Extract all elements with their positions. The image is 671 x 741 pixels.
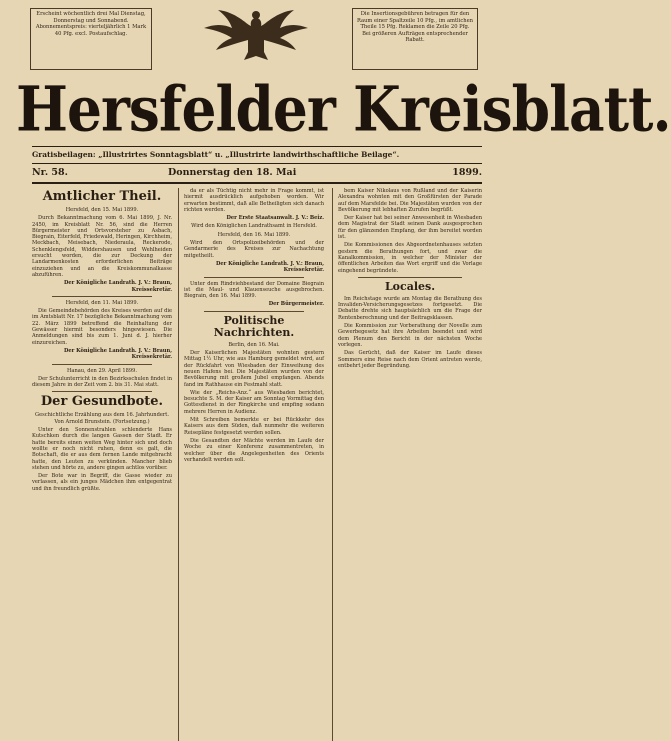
- column-3: [338, 188, 482, 741]
- separator: [52, 364, 152, 365]
- separator: [204, 277, 304, 278]
- signature: Der Königliche Landrath. J. V.: Braun, Kreissekretär.: [64, 347, 172, 361]
- article-paragraph: Der Kaiserlichen Majestäten wohnten gestern Mittag 1½ Uhr, wie aus Hamburg gemeldet wird, auf der Rückfahrt von Wiesbaden der Einweihung des neuen Hafens bei. Die Majestäten wurden von der Bevölkerung mit großem Jubel empfangen. Abends fand im Rathhause ein Festmahl statt.: [184, 350, 324, 388]
- article-paragraph: Im Reichstage wurde am Montag die Berathung des Invaliden-Versicherungsgesetzes fortgesetzt. Die Debatte drehte sich hauptsächlich um die Frage der Rentenberechnung und der Beitragsklassen.: [338, 295, 482, 321]
- section-heading-serial: Der Gesundbote.: [40, 394, 164, 410]
- column-1: [32, 188, 172, 741]
- article-paragraph: Durch Bekanntmachung vom 6. Mai 1899, J. Nr. 2450, im Kreisblatt Nr. 56, sind die Herren Bürgermeister und Ortsvorsteher zu Asbach, Biegrain, Eiterfeld, Friedewald, Heringen, Kirchheim, Meckbach, Meisebach, Niederaula, Reckerode, Schenklengsfeld, Widdershausen und Wehlheiden ersucht worden, die zur Deckung der Landarmenkosten erforderlichen Beiträge einzuziehen und an die Kreiskommunalkasse abzuführen.: [32, 215, 172, 278]
- separator: [52, 391, 152, 392]
- divider-middle: [32, 163, 482, 164]
- article-paragraph: Der Schulunterricht in den Bezirksschulen findet in diesem Jahre in der Zeit vom 2. bis 31. Mai statt.: [32, 375, 172, 389]
- section-heading-local: Locales.: [384, 279, 436, 293]
- separator: [358, 277, 462, 278]
- newspaper-title: Hersfelder Kreisblatt.: [16, 71, 671, 146]
- dateline-paragraph: Hersfeld, den 16. Mai 1899.: [217, 231, 291, 238]
- column-rule: [178, 188, 179, 741]
- article-paragraph: Der Bote war in Begriff, die Gasse wieder zu verlassen, als ein junges Mädchen ihm entgegentrat und ihn freundlich grüßte.: [32, 473, 172, 492]
- issue-date: Donnerstag den 18. Mai: [168, 167, 297, 178]
- article-paragraph: Wird den Ortspolizeibehörden und der Gendarmerie des Kreises zur Nachachtung mitgetheilt.: [184, 240, 324, 259]
- subscription-info-box: [30, 8, 152, 70]
- advertising-rates-text: Die Insertionsgebühren betragen für den Raum einer Spaltzeile 10 Pfg., im amtlichen Theile 15 Pfg. Reklamen die Zeile 20 Pfg. Bei größeren Aufträgen entsprechender Rabatt.: [356, 11, 474, 44]
- section-heading-political: Politische Nachrichten.: [213, 313, 295, 339]
- article-paragraph: Unter den Sonnenstrahlen schlenderte Hans Kutschken durch die langen Gassen der Stadt. Er hatte bereits einen weiten Weg hinter sich und doch wollte er noch nicht ruhen, denn es galt, die Botschaft, die er aus dem fernen Lande mitgebracht hatte, den Leuten zu verkünden. Mancher blieb stehen und hörte zu, andere gingen achtlos vorüber.: [32, 427, 172, 471]
- column-2: [184, 188, 324, 741]
- dateline-paragraph: Hersfeld, den 15. Mai 1899.: [65, 207, 139, 213]
- issue-number: Nr. 58.: [32, 167, 68, 178]
- article-paragraph: Wie der „Reichs-Anz.“ aus Wiesbaden berichtet, besuchte S. M. der Kaiser am Sonntag Vormittag den Gottesdienst in der Ringkirche und empfing sodann mehrere Herren in Audienz.: [184, 389, 324, 415]
- article-paragraph: Mit Schreiben bemerkte er bei Rückkehr des Kaisers aus dem Süden, daß nunmehr die weiteren Reisepläne festgesetzt werden sollen.: [184, 417, 324, 436]
- article-paragraph: Die Kommissionen des Abgeordnetenhauses setzten gestern die Berathungen fort, und zwar die Kanalkommission, in welcher der Minister der öffentlichen Arbeiten das Wort ergriff und die Vorlage eingehend begründete.: [338, 242, 482, 274]
- dateline-paragraph: Hanau, den 29. April 1899.: [66, 367, 138, 374]
- serial-subtitle: Geschichtliche Erzählung aus dem 16. Jahrhundert. Von Arnold Brunstein. (Fortsetzung.): [35, 412, 169, 425]
- dateline-paragraph: Hersfeld, den 11. Mai 1899.: [65, 299, 139, 306]
- article-paragraph: da er als Tüchtig nicht mehr in Frage kommt, ist hiermit ausdrücklich aufgehoben worden. Wir erwarten bestimmt, daß alle Betheiligten sich danach richten werden.: [184, 188, 324, 213]
- signature: Der Bürgermeister.: [268, 301, 324, 308]
- dateline-paragraph: Berlin, den 16. Mai.: [228, 341, 280, 348]
- signature: Der Königliche Landrath. J. V.: Braun, Kreissekretär.: [216, 260, 324, 274]
- advertising-rates-box: [352, 8, 478, 70]
- divider-top: [32, 146, 482, 147]
- signature: Der Erste Staatsanwalt. J. V.: Beiz.: [226, 215, 324, 222]
- separator: [204, 311, 304, 312]
- subscription-info-text: Erscheint wöchentlich drei Mal Dienstag, Donnerstag und Sonnabend. Abonnementspreis: vierteljährlich 1 Mark 40 Pfg. excl. Postaufschlag.: [35, 11, 147, 37]
- article-paragraph: Die Gesandten der Mächte werden im Laufe der Woche zu einer Konferenz zusammentreten, in welcher über die Angelegenheiten des Orients verhandelt werden soll.: [184, 437, 324, 463]
- separator: [52, 296, 152, 297]
- signature: Der Königliche Landrath. J. V.: Braun, Kreissekretär.: [64, 280, 172, 293]
- supplements-line: Gratisbeilagen: „Illustrirtes Sonntagsblatt“ u. „Illustrirte landwirthschaftliche Beilage“.: [32, 150, 400, 159]
- eagle-emblem-icon: [196, 6, 316, 64]
- divider-bottom: [32, 182, 482, 184]
- notice-line: Wird den Königlichen Landrathsamt in Hersfeld.: [191, 223, 317, 230]
- article-paragraph: Die Gemeindebehörden des Kreises werden auf die im Amtsblatt Nr. 17 bezügliche Bekanntmachung vom 22. März 1899 betreffend die Reinhaltung der Gewässer hiermit besonders hingewiesen. Die Anmeldungen sind bis zum 1. Juni d. J. hierher einzureichen.: [32, 308, 172, 346]
- section-heading-official: Amtlicher Theil.: [42, 189, 162, 204]
- article-paragraph: Unter dem Rindviehbestand der Domaine Biegrain ist die Maul- und Klauenseuche ausgebrochen. Biegrain, den 16. Mai 1899.: [184, 280, 324, 300]
- article-paragraph: Das Gerücht, daß der Kaiser im Laufe dieses Sommers eine Reise nach dem Orient antreten werde, entbehrt jeder Begründung.: [338, 350, 482, 369]
- article-paragraph: Die Kommission zur Vorberathung der Novelle zum Gewerbegesetz hat ihre Arbeiten beendet und wird dem Plenum den Bericht in der nächsten Woche vorlegen.: [338, 323, 482, 348]
- dateline: [32, 167, 482, 179]
- article-paragraph: Der Kaiser hat bei seiner Anwesenheit in Wiesbaden dem Magistrat der Stadt seinen Dank ausgesprochen für den glänzenden Empfang, der ihm bereitet worden ist.: [338, 215, 482, 241]
- issue-year: 1899.: [452, 167, 482, 178]
- article-paragraph: bem Kaiser Nikolaus von Rußland und der Kaiserin Alexandra wohnten mit den Großfürsten der Parade auf dem Marsfelde bei. Die Majestäten wurden von der Bevölkerung mit lebhaften Zurufen begrüßt.: [338, 188, 482, 213]
- column-rule: [332, 188, 333, 741]
